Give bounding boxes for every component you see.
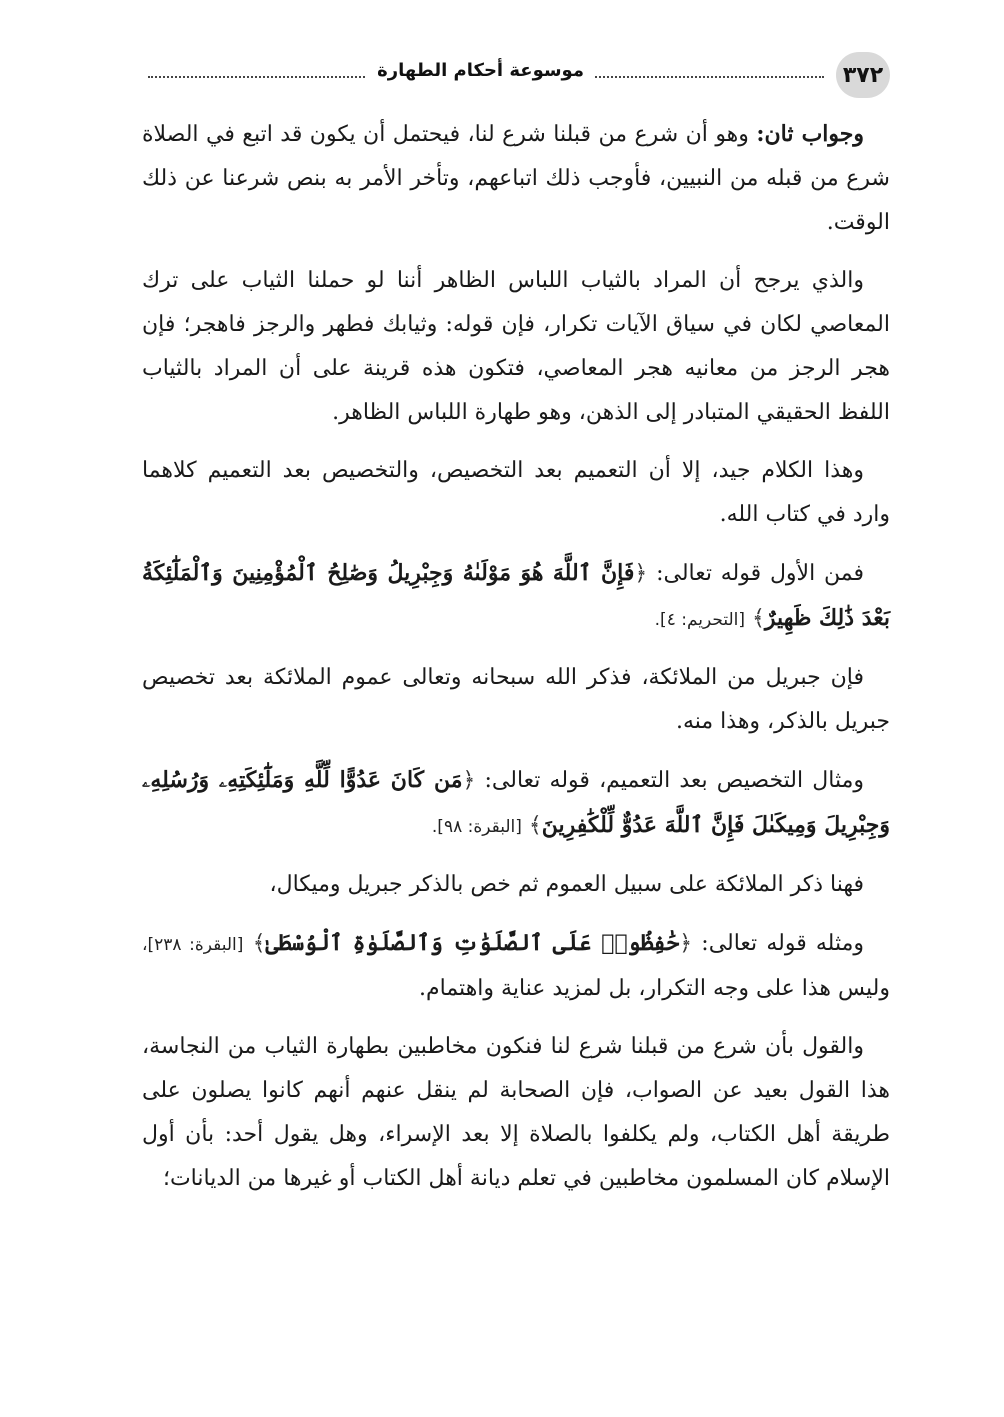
- paragraph-second-example: [142, 758, 890, 849]
- page-header: [140, 52, 890, 98]
- verse-reference: [التحريم: ٤].: [654, 610, 746, 630]
- paragraph-second-answer: [142, 112, 890, 245]
- paragraph-third-example: [142, 921, 890, 1011]
- verse-close-ornament: ﴾: [252, 931, 266, 956]
- paragraph-text: ومثله قوله تعالى:: [701, 931, 865, 956]
- book-title: موسوعة أحكام الطهارة: [367, 60, 594, 81]
- paragraph-angels: فهنا ذكر الملائكة على سبيل العموم ثم خص بالذكر جبريل وميكال،: [269, 872, 864, 897]
- paragraph-lead: وجواب ثان:: [756, 121, 864, 147]
- verse-reference: [البقرة: ٩٨].: [431, 817, 522, 837]
- quran-verse: فَإِنَّ ٱللَّهَ هُوَ مَوْلَىٰهُ وَجِبْرِيلُ وَصَٰلِحُ ٱلْمُؤْمِنِينَ وَٱلْمَلَٰٓئِكَةُ بَعْدَ ذَٰلِكَ ظَهِيرٌ: [142, 560, 890, 631]
- paragraph-jibril: فإن جبريل من الملائكة، فذكر الله سبحانه وتعالى عموم الملائكة بعد تخصيص جبريل بالذكر، وهذا منه.: [142, 665, 890, 734]
- verse-close-ornament: ﴾: [752, 606, 765, 631]
- quran-verse: حَٰفِظُوا۟ عَلَى ٱلصَّلَوَٰتِ وَٱلصَّلَوٰةِ ٱلْوُسْطَىٰ: [265, 930, 680, 956]
- page-body: [142, 112, 890, 1215]
- verse-open-ornament: ﴿: [634, 561, 648, 586]
- page-number: ٣٧٢: [836, 52, 890, 98]
- paragraph-text: فمن الأول قوله تعالى:: [656, 561, 864, 586]
- paragraph-generalization: وهذا الكلام جيد، إلا أن التعميم بعد التخصيص، والتخصيص بعد التعميم كلاهما وارد في كتاب الله.: [142, 458, 890, 527]
- verse-close-ornament: ﴾: [528, 813, 542, 838]
- verse-open-ornament: ﴿: [679, 931, 693, 956]
- verse-reference: [البقرة: ٢٣٨]،: [142, 935, 244, 955]
- paragraph-conclusion: والقول بأن شرع من قبلنا شرع لنا فنكون مخاطبين بطهارة الثياب من النجاسة، هذا القول بعيد عن الصواب، فإن الصحابة لم ينقل عنهم أنهم كانوا يصلون على طريقة أهل الكتاب، ولم يكلفوا بالصلاة إلا بعد الإسراء، وهل يقول أحد: بأن أول الإسلام كان المسلمون مخاطبين في تعلم ديانة أهل الكتاب أو غيرها من الديانات؛: [142, 1034, 890, 1191]
- paragraph-preference: والذي يرجح أن المراد بالثياب اللباس الظاهر أننا لو حملنا الثياب على ترك المعاصي لكان في سياق الآيات تكرار، فإن قوله: وثيابك فطهر والرجز فاهجر؛ فإن هجر الرجز من معانيه هجر المعاصي، فتكون هذه قرينة على أن المراد بالثياب اللفظ الحقيقي المتبادر إلى الذهن، وهو طهارة اللباس الظاهر.: [142, 268, 890, 425]
- paragraph-text: وهو أن شرع من قبلنا شرع لنا، فيحتمل أن يكون قد اتبع في الصلاة شرع من قبله من النبيين، فأوجب ذلك اتباعهم، وتأخر الأمر به بنص شرعنا عن ذلك الوقت.: [142, 122, 890, 235]
- paragraph-text: ومثال التخصيص بعد التعميم، قوله تعالى:: [484, 768, 864, 793]
- quran-verse: مَن كَانَ عَدُوًّا لِّلَّهِ وَمَلَٰٓئِكَتِهِۦ وَرُسُلِهِۦ وَجِبْرِيلَ وَمِيكَىٰلَ فَإِنَّ ٱللَّهَ عَدُوٌّ لِّلْكَٰفِرِينَ: [142, 767, 890, 838]
- paragraph-first-example: [142, 551, 890, 642]
- paragraph-text: وليس هذا على وجه التكرار، بل لمزيد عناية واهتمام.: [419, 976, 890, 1001]
- verse-open-ornament: ﴿: [462, 768, 476, 793]
